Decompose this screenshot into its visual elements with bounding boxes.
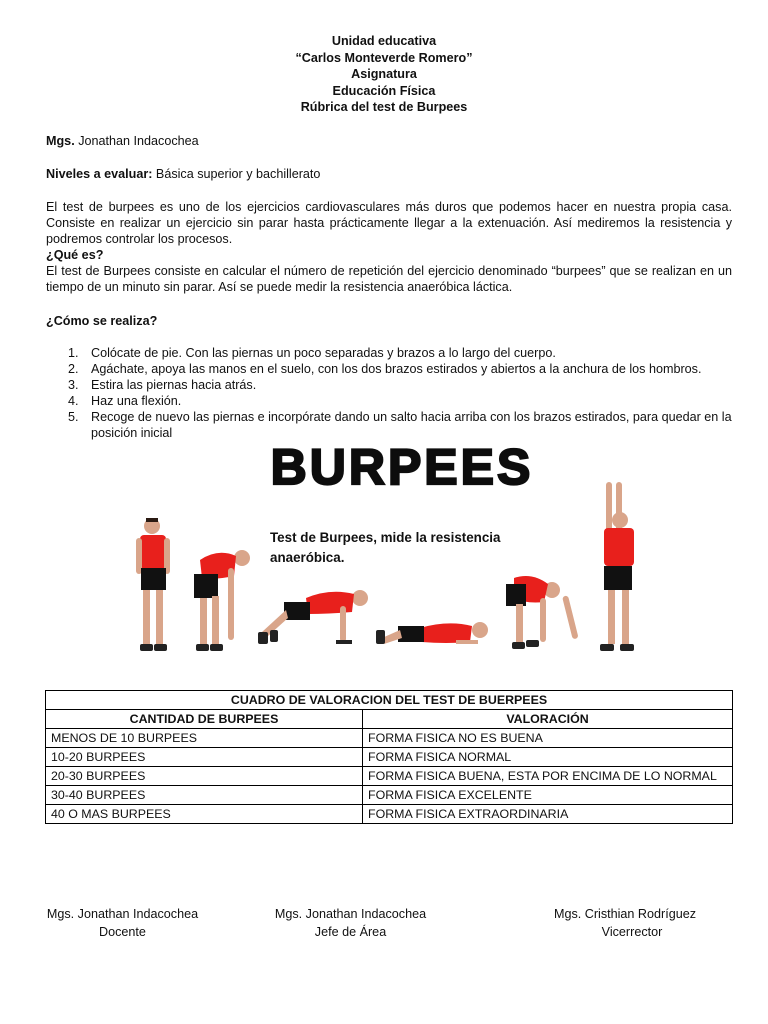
valuation-cell: FORMA FISICA NORMAL bbox=[363, 748, 733, 767]
header-school-name: “Carlos Monteverde Romero” bbox=[295, 50, 473, 65]
crouch-figure bbox=[506, 576, 579, 649]
how-heading: ¿Cómo se realiza? bbox=[46, 314, 158, 328]
step-text: Colócate de pie. Con las piernas un poco separadas y brazos a lo largo del cuerpo. bbox=[91, 346, 556, 360]
burpees-title: BURPEES bbox=[270, 440, 534, 494]
step-text: Recoge de nuevo las piernas e incorpórate dando un salto hacia arriba con los brazos estirados, para quedar en la posición inicial bbox=[91, 410, 732, 440]
signature-teacher bbox=[40, 905, 205, 941]
quantity-cell: 10-20 BURPEES bbox=[46, 748, 363, 767]
signature-role: Jefe de Área bbox=[314, 925, 387, 939]
document-header bbox=[0, 33, 768, 116]
steps-list bbox=[46, 345, 732, 441]
table-row bbox=[46, 748, 733, 767]
header-subject-label: Asignatura bbox=[351, 67, 417, 81]
author-name: Jonathan Indacochea bbox=[78, 134, 199, 148]
signature-name: Mgs. Jonathan Indacochea bbox=[46, 907, 199, 921]
what-heading: ¿Qué es? bbox=[46, 248, 104, 262]
quantity-cell: MENOS DE 10 BURPEES bbox=[46, 729, 363, 748]
step-text: Estira las piernas hacia atrás. bbox=[91, 378, 257, 392]
step-number: 2. bbox=[68, 362, 79, 376]
list-item bbox=[46, 345, 732, 361]
quantity-cell: 20-30 BURPEES bbox=[46, 767, 363, 786]
table-row bbox=[46, 786, 733, 805]
what-paragraph: El test de Burpees consiste en calcular el número de repetición del ejercicio denominado “burpees” que se realizan en un tiempo de un minuto sin parar. Así se puede medir la resistencia anaeróbica láctica. bbox=[46, 264, 732, 294]
column-header-valuation: VALORACIÓN bbox=[363, 710, 733, 729]
quantity-cell: 40 O MAS BURPEES bbox=[46, 805, 363, 824]
standing-figure bbox=[136, 518, 170, 651]
list-item bbox=[46, 393, 732, 409]
plank-figure bbox=[258, 590, 368, 644]
table-row bbox=[46, 805, 733, 824]
intro-paragraph: El test de burpees es uno de los ejercicios cardiovasculares más duros que podemos hacer en nuestra propia casa. Consiste en realizar un ejercicio sin parar hasta prácticamente llegar a la extenuación. Así mediremos la resistencia y podremos controlar los procesos. bbox=[46, 200, 732, 246]
step-number: 5. bbox=[68, 410, 79, 424]
valuation-cell: FORMA FISICA EXCELENTE bbox=[363, 786, 733, 805]
quantity-cell: 30-40 BURPEES bbox=[46, 786, 363, 805]
pushup-figure bbox=[376, 622, 488, 644]
signature-name: Mgs. Jonathan Indacochea bbox=[274, 907, 427, 921]
levels-line bbox=[46, 166, 736, 182]
levels-label: Niveles a evaluar: bbox=[46, 167, 153, 181]
valuation-cell: FORMA FISICA EXTRAORDINARIA bbox=[363, 805, 733, 824]
table-row bbox=[46, 729, 733, 748]
signature-role: Vicerrector bbox=[601, 925, 663, 939]
table-header-row bbox=[46, 710, 733, 729]
jumping-figure bbox=[600, 482, 634, 651]
list-item bbox=[46, 361, 732, 377]
levels-value: Básica superior y bachillerato bbox=[155, 167, 321, 181]
document-title: Rúbrica del test de Burpees bbox=[300, 100, 468, 114]
author-label: Mgs. bbox=[46, 134, 75, 148]
list-item bbox=[46, 409, 732, 441]
step-text: Haz una flexión. bbox=[91, 394, 182, 408]
table-title-row bbox=[46, 691, 733, 710]
caption-line-2: anaeróbica. bbox=[270, 550, 345, 565]
caption-line-1: Test de Burpees, mide la resistencia bbox=[270, 530, 501, 545]
header-school-label: Unidad educativa bbox=[331, 34, 437, 48]
author-line bbox=[46, 133, 736, 149]
burpees-illustration bbox=[130, 440, 650, 672]
table-row bbox=[46, 767, 733, 786]
exercise-sequence-figures bbox=[130, 480, 650, 672]
signature-vice-rector bbox=[540, 905, 710, 941]
bending-figure bbox=[194, 550, 250, 651]
valuation-cell: FORMA FISICA NO ES BUENA bbox=[363, 729, 733, 748]
table-title: CUADRO DE VALORACION DEL TEST DE BUERPEES bbox=[46, 691, 733, 710]
signature-area-head bbox=[268, 905, 433, 941]
step-number: 4. bbox=[68, 394, 79, 408]
step-number: 1. bbox=[68, 346, 79, 360]
signature-role: Docente bbox=[99, 925, 146, 939]
step-number: 3. bbox=[68, 378, 79, 392]
valuation-cell: FORMA FISICA BUENA, ESTA POR ENCIMA DE LO NORMAL bbox=[363, 767, 733, 786]
header-subject-name: Educación Física bbox=[332, 83, 436, 98]
illustration-caption bbox=[270, 528, 500, 568]
column-header-quantity: CANTIDAD DE BURPEES bbox=[46, 710, 363, 729]
signature-name: Mgs. Cristhian Rodríguez bbox=[553, 907, 697, 921]
list-item bbox=[46, 377, 732, 393]
valuation-table bbox=[45, 690, 733, 824]
step-text: Agáchate, apoya las manos en el suelo, con los dos brazos estirados y abiertos a la anchura de los hombros. bbox=[91, 362, 702, 376]
